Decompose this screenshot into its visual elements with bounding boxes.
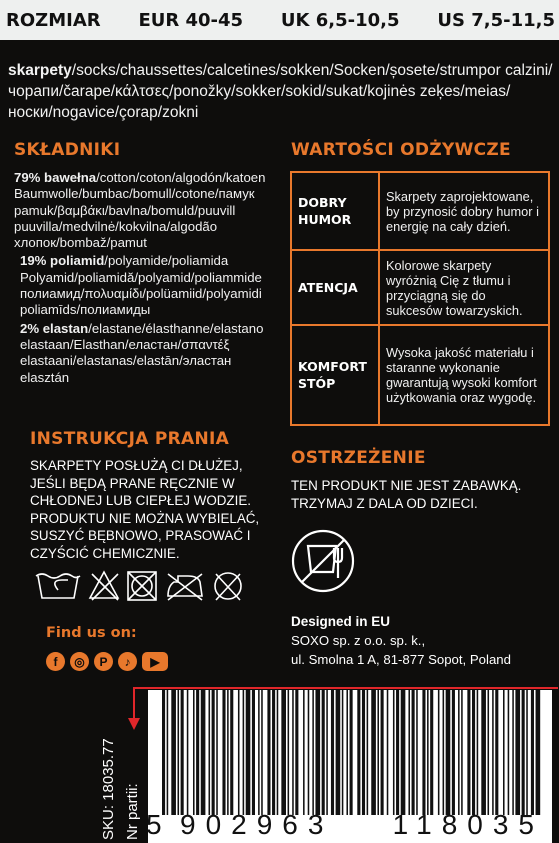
barcode-bar [331,690,334,815]
ingredient-cotton [14,170,284,251]
size-label: ROZMIAR [6,9,101,31]
barcode-bar [230,690,233,815]
batch-label: Nr partii: [124,783,141,840]
barcode-bar [422,690,425,815]
youtube-icon[interactable]: ▶ [142,652,168,671]
barcode-bar [258,690,260,815]
barcode-bar [381,690,384,815]
product-name-translations [8,60,556,123]
barcode-bar [357,690,360,815]
barcode-bar [408,690,410,815]
nutrition-value: Skarpety zaprojektowane, by przynosić dobry humor i energię na cały dzień. [379,172,549,250]
elastane-translations: /elastane/élasthanne/elastano elastaan/Elasthan/еластан/σπαντέξ elastaani/elastanas/elastān/эластан elasztán [20,320,264,385]
barcode-bar [277,690,279,815]
barcode-bar [536,690,541,815]
barcode-bar [261,690,263,815]
washing-title: INSTRUKCJA PRANIA [30,429,230,449]
pinterest-icon[interactable]: P [94,652,113,671]
facebook-icon[interactable]: f [46,652,65,671]
washing-instructions: SKARPETY POSŁUŻĄ CI DŁUŻEJ, JEŚLI BĘDĄ PRANE RĘCZNIE W CHŁODNEJ LUB CIEPŁEJ WODZIE. PRODUKTU NIE MOŻNA WYBIELAĆ, SUSZYĆ BĘBNOWO, PRASOWAĆ I CZYŚCIĆ CHEMICZNIE. [30,458,260,561]
ingredients-title: SKŁADNIKI [14,140,121,160]
barcode-bar [531,690,534,815]
nutrition-row [291,250,549,325]
barcode-bar [346,690,348,815]
nutrition-label: ATENCJA [291,250,379,325]
company-name: SOXO sp. z o.o. sp. k., [291,633,426,648]
barcode-bar [377,690,379,815]
barcode-bar [512,690,514,815]
barcode-bar [178,690,180,815]
barcode-bar [292,690,294,815]
nutrition-value: Kolorowe skarpety wyróżnią Cię z tłumu i przyciągną się do sukcesów towarzyskich. [379,250,549,325]
barcode-bar [238,690,240,815]
nutrition-label: KOMFORT STÓP [291,325,379,425]
barcode-bar [167,690,169,815]
company-address: ul. Smolna 1 A, 81-877 Sopot, Poland [291,652,511,667]
no-bleach-icon [90,572,118,600]
nutrition-row [291,172,549,250]
sku-text: SKU: 18035.77 [100,738,117,840]
ean-left-group: 902963 [180,809,334,840]
barcode-bar [446,690,451,815]
barcode-bar [387,690,389,815]
barcode-bar [472,690,475,815]
barcode-bar [243,690,245,815]
cotton-translations: /cotton/coton/algodón/katoen Baumwolle/bumbac/bomull/cotone/памук pamuk/βαμβάκι/bavlna/bomuld/puuvill puuvilla/medvilnė/kokvilna/algodão хлопок/bombaž/pamut [14,170,266,251]
barcode-bar [488,690,490,815]
barcode-bar [216,690,218,815]
barcode-bar [443,690,445,815]
barcode-bar [295,690,298,815]
barcode-bar [461,690,463,815]
barcode-bar [396,690,399,815]
barcode-bar [267,690,270,815]
barcode-bars [156,690,546,815]
barcode-bar [515,690,520,815]
barcode-digits [146,809,546,841]
barcode-bar [288,690,290,815]
nutrition-label: DOBRY HUMOR [291,172,379,250]
find-us-label: Find us on: [46,625,137,641]
warning-text: TEN PRODUKT NIE JEST ZABAWKĄ. TRZYMAJ Z DALA OD DZIECI. [291,478,522,511]
barcode-bar [430,690,433,815]
ingredient-elastane [14,321,284,386]
instagram-icon[interactable]: ◎ [70,652,89,671]
barcode-bar [458,690,460,815]
no-iron-icon [168,574,202,600]
barcode-bar [367,690,369,815]
no-tumble-dry-icon [128,572,156,600]
cotton-percentage: 79% bawełna [14,170,97,185]
barcode-bar [312,690,314,815]
barcode-bar [467,690,470,815]
barcode-bar [171,690,176,815]
barcode-bar [336,690,341,815]
nutrition-title: WARTOŚCI ODŻYWCZE [291,140,511,160]
designed-in-label: Designed in EU [291,614,391,629]
barcode-bar [427,690,429,815]
barcode-bar [209,690,211,815]
size-bar [0,0,559,40]
ingredients-list [14,170,284,388]
barcode-bar [503,690,505,815]
nutrition-row [291,325,549,425]
barcode-bar [326,690,328,815]
barcode-bar [322,690,325,815]
barcode-bar [196,690,199,815]
barcode-bar [227,690,229,815]
barcode-bar [181,690,184,815]
barcode-bar [187,690,189,815]
barcode-bar [246,690,251,815]
social-icons [46,652,168,671]
barcode-bar [212,690,215,815]
barcode-bar [526,690,528,815]
nutrition-value: Wysoka jakość materiału i staranne wykonanie gwarantują wysoki komfort użytkowania oraz wygodę. [379,325,549,425]
barcode-bar [522,690,525,815]
barcode-bar [477,690,479,815]
barcode-bar [495,690,498,815]
barcode-bar [201,690,206,815]
barcode-bar [193,690,195,815]
food-contact-icon [290,528,356,594]
barcode-bar [222,690,225,815]
barcode-bar [401,690,406,815]
barcode-bar [252,690,255,815]
barcode-bar [308,690,310,815]
barcode-bar [508,690,510,815]
size-uk: UK 6,5-10,5 [280,9,400,31]
barcode [148,690,552,843]
barcode-bar [303,690,305,815]
hand-wash-icon [36,574,80,598]
barcode-bar [350,690,353,815]
product-name-bold: skarpety [8,62,72,79]
barcode-bar [342,690,344,815]
barcode-bar [162,690,165,815]
ingredient-polyamide [14,253,284,318]
product-name-rest: /socks/chaussettes/calcetines/sokken/Socken/șosete/strumpor calzini/чорапи/čarape/κάλτσες/ponožky/sokker/sokid/sukat/kojinės zeķes/meias/носки/nogavice/çorap/zokni [8,62,553,121]
polyamide-translations: /polyamide/poliamida Polyamid/poliamidă/polyamid/poliammide полиамид/πολυαμίδι/polüamiid/polyamidi poliamīds/полиамиды [20,253,262,318]
barcode-bar [416,690,418,815]
ean-first-digit: 5 [146,809,162,840]
barcode-bar [412,690,415,815]
warning-title: OSTRZEŻENIE [291,448,426,468]
barcode-bar [452,690,455,815]
tiktok-icon[interactable]: ♪ [118,652,137,671]
barcode-bar [438,690,440,815]
polyamide-percentage: 19% poliamid [20,253,105,269]
care-symbols [34,568,274,602]
barcode-bar [315,690,320,815]
no-dry-clean-icon [215,573,241,600]
barcode-bar [492,690,494,815]
barcode-bar [281,690,286,815]
barcode-bar [393,690,395,815]
barcode-bar [371,690,376,815]
barcode-bar [362,690,365,815]
size-eur: EUR 40-45 [138,9,244,31]
barcode-bar [272,690,275,815]
elastane-percentage: 2% elastan [20,320,89,336]
company-info [291,612,551,669]
barcode-bar [481,690,486,815]
ean-right-group: 118035 [392,809,544,840]
size-us: US 7,5-11,5 [437,9,555,31]
nutrition-table [290,171,550,426]
